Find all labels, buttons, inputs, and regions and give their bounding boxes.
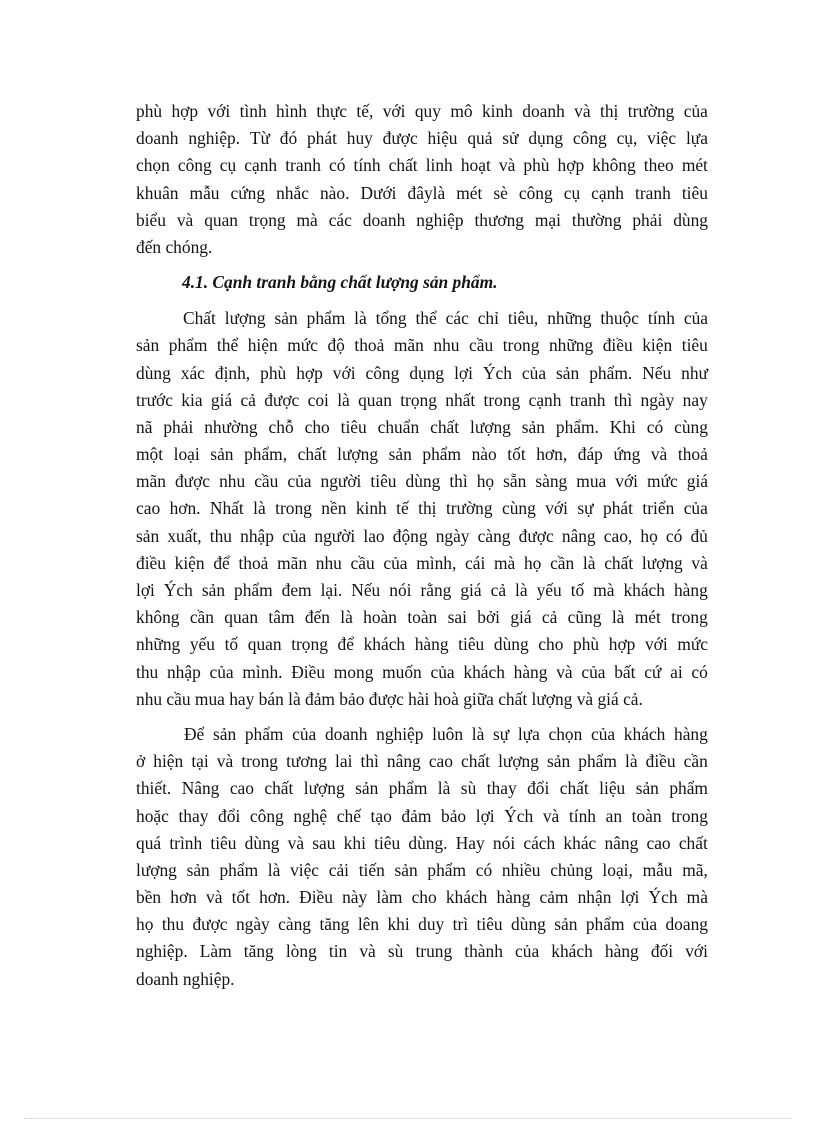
text-line: khuân mẫu cứng nhắc nào. Dưới đâylà mét sè công cụ cạnh tranh tiêu [136,182,708,203]
text-line: thu nhập của mình. Điều mong muốn của khách hàng và của bất cứ ai có [136,661,708,682]
text-line: Để sản phẩm của doanh nghiệp luôn là sự lựa chọn của khách hàng [184,723,708,744]
text-line: lượng sản phẩm là việc cải tiến sản phẩm có nhiều chủng loại, mẫu mã, [136,859,708,880]
text-line: biểu và quan trọng mà các doanh nghiệp thương mại thường phải dùng [136,209,708,230]
text-line: Chất lượng sản phẩm là tổng thể các chỉ tiêu, những thuộc tính của [183,308,708,329]
text-line: thiết. Nâng cao chất lượng sản phẩm là sù thay đổi chất liệu sản phẩm [136,778,708,799]
text-line: lợi Ých sản phẩm đem lại. Nếu nói rằng giá cả là yếu tố mà khách hàng [136,580,708,600]
text-line: cao hơn. Nhất là trong nền kinh tế thị trường cùng với sự phát triển của [136,498,708,519]
text-line: hoặc thay đổi công nghệ chế tạo đảm bảo lợi Ých và tính an toàn trong [136,805,708,826]
text-line: nghiệp. Làm tăng lòng tin và sù trung thành của khách hàng đối với [136,941,708,962]
improve-paragraph [136,721,708,993]
paragraph-spacer [136,713,708,721]
quality-paragraph [136,305,708,713]
text-line: những yếu tố quan trọng để khách hàng tiêu dùng cho phù hợp với mức [136,634,708,655]
text-line: sản xuất, thu nhập của người lao động ngày càng được nâng cao, họ có đủ [136,525,708,546]
text-line: doanh nghiệp. Từ đó phát huy được hiệu quả sử dụng công cụ, việc lựa [136,128,708,149]
text-line: điều kiện để thoả mãn nhu cầu của mình, cái mà họ cần là chất lượng và [136,552,708,573]
text-line: mãn được nhu cầu của người tiêu dùng thì họ sẵn sàng mua với mức giá [136,471,708,492]
text-line: bền hơn và tốt hơn. Điều này làm cho khách hàng cảm nhận lợi Ých mà [136,887,708,908]
text-line: đến chóng. [136,236,213,257]
text-line: quá trình tiêu dùng và sau khi tiêu dùng. Hay nói cách khác nâng cao chất [136,832,708,853]
text-line: phù hợp với tình hình thực tế, với quy mô kinh doanh và thị trường của [136,101,708,121]
text-line: không cần quan tâm đến là hoàn toàn sai bởi giá cả cũng là mét trong [136,607,708,628]
text-line: nhu cầu mua hay bán là đảm bảo được hài hoà giữa chất lượng và giá cả. [136,688,643,709]
text-line: ở hiện tại và trong tương lai thì nâng cao chất lượng sản phẩm là điều cần [136,751,708,772]
page-bottom-rule [24,1118,792,1119]
text-line: họ thu được ngày càng tăng lên khi duy trì tiêu dùng sản phẩm của doang [136,914,708,935]
text-line: trước kia giá cả được coi là quan trọng nhất trong cạnh tranh thì ngày nay [136,389,708,410]
document-page [136,98,708,993]
text-line: chọn công cụ cạnh tranh có tính chất linh hoạt và phù hợp không theo mét [136,155,708,176]
text-line: nã phải nhường chỗ cho tiêu chuẩn chất lượng sản phẩm. Khi có cùng [136,416,708,437]
text-line: một loại sản phẩm, chất lượng sản phẩm nào tốt hơn, đáp ứng và thoả [136,444,708,465]
intro-paragraph [136,98,708,261]
text-line: sản phẩm thể hiện mức độ thoả mãn nhu cầu trong những điều kiện tiêu [136,335,708,356]
section-heading: 4.1. Cạnh tranh bằng chất lượng sản phẩm. [182,272,498,293]
text-line: doanh nghiệp. [136,968,235,989]
text-line: dùng xác định, phù hợp với công dụng lợi Ých của sản phẩm. Nếu như [136,362,708,383]
